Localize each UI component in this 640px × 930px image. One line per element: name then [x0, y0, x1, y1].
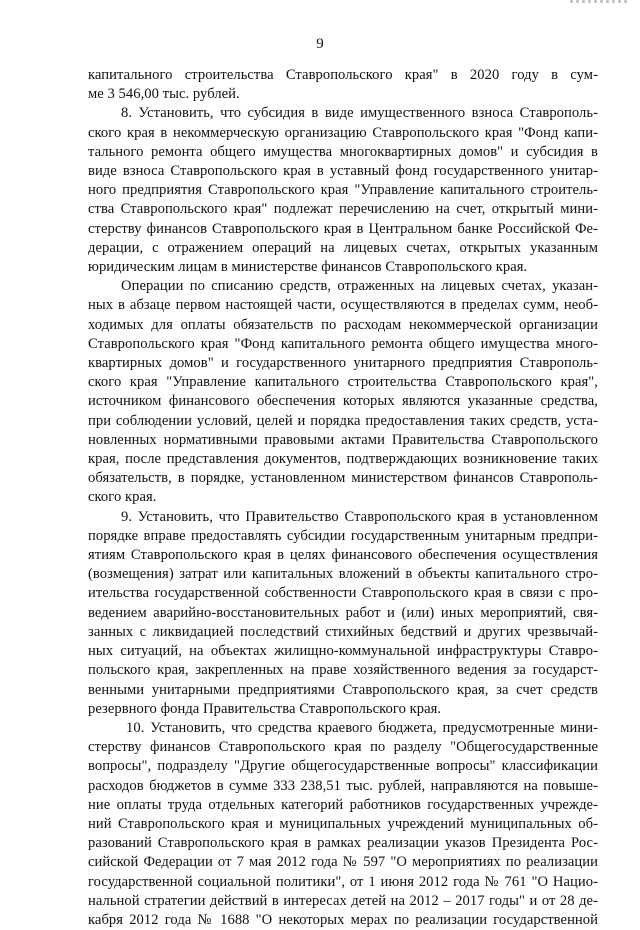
text-line: занных с ликвидацией последствий стихийных бедствий и других чрезвычай-	[88, 623, 598, 640]
text-line: ме 3 546,00 тыс. рублей.	[88, 86, 240, 103]
text-line: обязательств, в порядке, установленном министерством финансов Ставрополь-	[88, 470, 598, 487]
text-line: венными унитарными предприятиями Ставропольского края, за счет средств	[88, 681, 598, 698]
text-line: новленных нормативными правовыми актами Правительства Ставропольского	[88, 431, 598, 448]
paragraph-10-line: 10. Установить, что средства краевого бюджета, предусмотренные мини-	[126, 719, 598, 736]
text-line: ходимых для оплаты обязательств по расходам некоммерческой организации	[88, 316, 598, 333]
text-line: ятиям Ставропольского края в целях финансового обеспечения осуществления	[88, 547, 598, 564]
text-line: сийской Федерации от 7 мая 2012 года № 597 "О мероприятиях по реализации	[88, 854, 598, 871]
text-line: порядке вправе предоставлять субсидии государственным унитарным предпри-	[88, 527, 598, 544]
text-line: юридическим лицам в министерстве финансов Ставропольского края.	[88, 259, 528, 276]
text-line: источником финансового обеспечения которых являются указанные средства,	[88, 393, 598, 410]
text-line: польского края, закрепленных на праве хозяйственного ведения за государст-	[88, 662, 598, 679]
text-line: нальной стратегии действий в интересах детей на 2012 – 2017 годы" и от 28 де-	[88, 892, 598, 909]
text-line: ние оплаты труда отдельных категорий работников государственных учрежде-	[88, 796, 598, 813]
scan-edge-mark	[570, 0, 630, 3]
document-body	[88, 66, 598, 930]
text-line: при соблюдении условий, целей и порядка предоставления таких средств, уста-	[88, 412, 598, 429]
operations-paragraph-line: Операции по списанию средств, отраженных на лицевых счетах, указан-	[121, 278, 598, 295]
text-line: стерству финансов Ставропольского края по разделу "Общегосударственные	[88, 739, 598, 756]
text-line: дерации, с отражением операций на лицевых счетах, открытых указанным	[88, 239, 598, 256]
text-line: ных в абзаце первом настоящей части, осуществляются в пределах сумм, необ-	[88, 297, 598, 314]
text-line: ского края в некоммерческую организацию Ставропольского края "Фонд капи-	[88, 124, 598, 141]
text-line: ного предприятия Ставропольского края "Управление капитального строитель-	[88, 182, 598, 199]
paragraph-9-line: 9. Установить, что Правительство Ставропольского края в установленном	[121, 508, 598, 525]
text-line: ства Ставропольского края" подлежат перечислению на счет, открытый мини-	[88, 201, 598, 218]
text-line: ительства государственной собственности Ставропольского края в связи с про-	[88, 585, 598, 602]
text-line: тального ремонта общего имущества многоквартирных домов" и субсидия в	[88, 143, 598, 160]
text-line: стерству финансов Ставропольского края в Центральном банке Российской Фе-	[88, 220, 598, 237]
text-line: капитального строительства Ставропольского края" в 2020 году в сум-	[88, 67, 598, 83]
text-line: края, после представления документов, подтверждающих возникновение таких	[88, 451, 598, 468]
text-line: резервного фонда Правительства Ставропольского края.	[88, 700, 442, 717]
text-line: вопросы", подразделу "Другие общегосударственные вопросы" классификации	[88, 758, 598, 775]
text-line: ского края "Управление капитального строительства Ставропольского края",	[88, 374, 598, 391]
text-line: ний Ставропольского края и муниципальных учреждений муниципальных об-	[88, 815, 598, 832]
text-line: ского края.	[88, 489, 157, 506]
text-line: расходов бюджетов в сумме 333 238,51 тыс. рублей, направляются на повыше-	[88, 777, 598, 794]
text-line: квартирных домов" и государственного унитарного предприятия Ставрополь-	[88, 355, 598, 372]
text-line: государственной социальной политики", от 1 июня 2012 года № 761 "О Нацио-	[88, 873, 598, 890]
page-number: 9	[316, 36, 324, 52]
paragraph-8-line: 8. Установить, что субсидия в виде имущественного взноса Ставрополь-	[121, 105, 598, 122]
text-line: ведением аварийно-восстановительных работ и (или) иных мероприятий, свя-	[88, 604, 598, 621]
text-line: (возмещения) затрат или капитальных вложений в объекты капитального стро-	[88, 566, 598, 583]
text-line: кабря 2012 года № 1688 "О некоторых мерах по реализации государственной	[88, 911, 598, 928]
text-line: виде взноса Ставропольского края в уставный фонд государственного унитар-	[88, 163, 598, 180]
text-line: ных ситуаций, на объектах жилищно-коммунальной инфраструктуры Ставро-	[88, 643, 598, 660]
text-line: Ставропольского края "Фонд капитального ремонта общего имущества много-	[88, 335, 598, 352]
text-line: разований Ставропольского края в рамках реализации указов Президента Рос-	[88, 835, 598, 852]
